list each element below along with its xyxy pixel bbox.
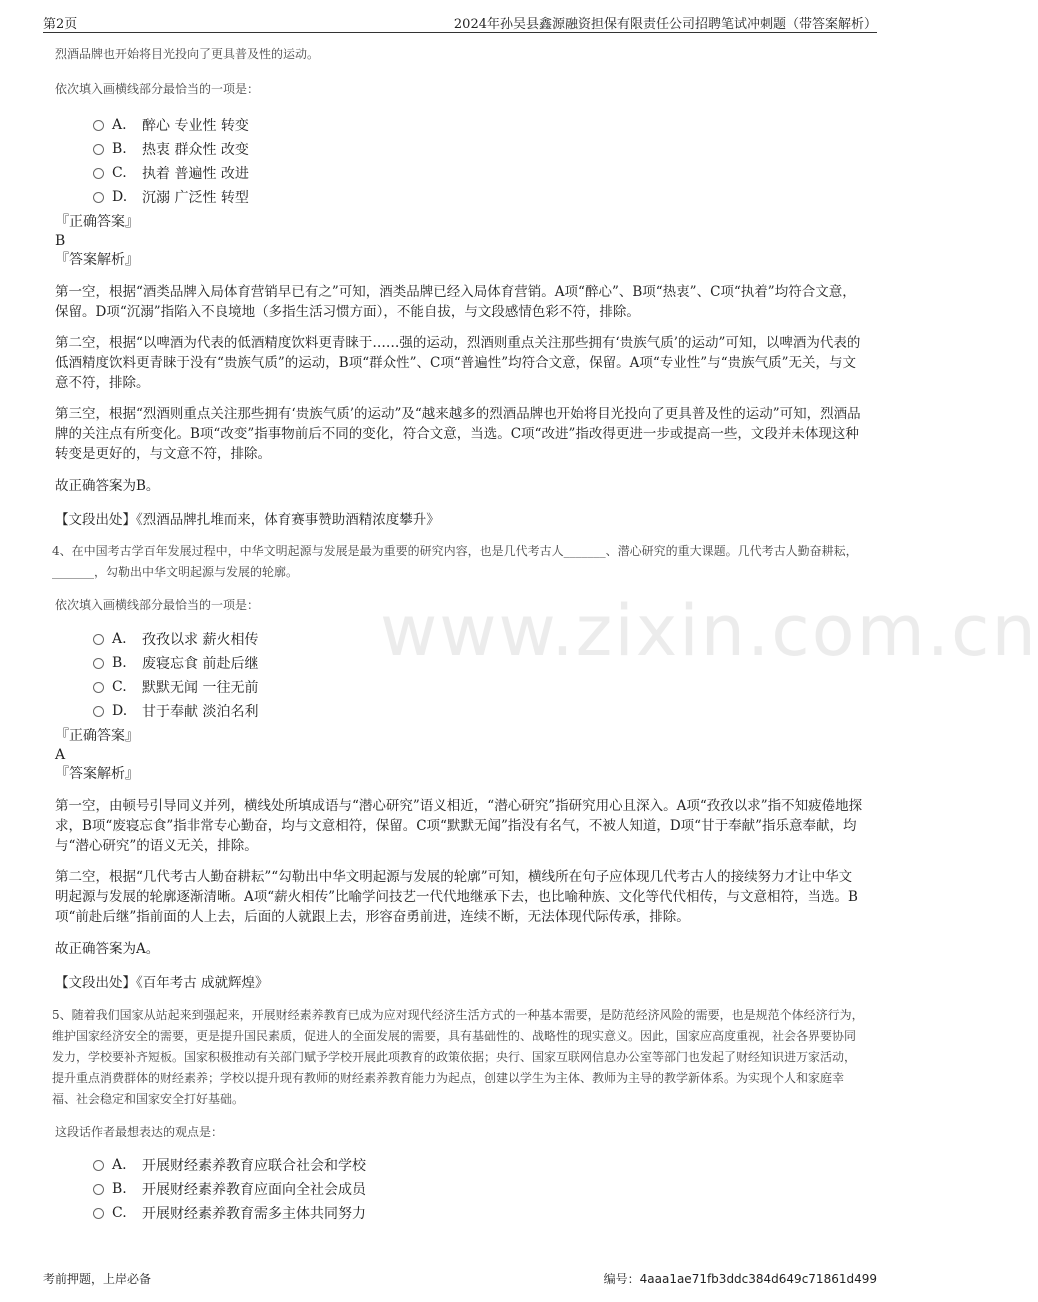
option-label: B. <box>112 1181 127 1197</box>
radio-icon[interactable] <box>93 1184 104 1195</box>
option-label: A. <box>112 1157 127 1173</box>
q3-correct-label: 『正确答案』 <box>55 214 139 230</box>
option-text: 废寝忘食 前赴后继 <box>142 656 259 672</box>
q4-analysis-2: 第二空，根据“几代考古人勤奋耕耘”“勾勒出中华文明起源与发展的轮廓”可知，横线所在句子应体现几代考古人的接续努力才让中华文明起源与发展的轮廓逐渐清晰。A项“薪火相传”比喻学问技艺一代代地继承下去，也比喻种族、文化等代代相传，与文意相符，当选。B项“前赴后继”指前面的人上去，后面的人就跟上去，形容奋勇前进，连续不断，无法体现代际传承，排除。 <box>55 869 858 925</box>
option-text: 沉溺 广泛性 转型 <box>142 190 249 206</box>
option-label: A. <box>112 117 127 133</box>
page-number: 第2页 <box>43 17 78 32</box>
option-text: 热衷 群众性 改变 <box>142 142 249 158</box>
q4-instruction: 依次填入画横线部分最恰当的一项是： <box>55 598 260 612</box>
q5-options <box>55 1153 865 1225</box>
option-text: 开展财经素养教育应联合社会和学校 <box>142 1158 366 1174</box>
q3-option-d[interactable] <box>55 185 865 209</box>
radio-icon[interactable] <box>93 144 104 155</box>
option-label: C. <box>112 679 127 695</box>
document-title: 2024年孙吴县鑫源融资担保有限责任公司招聘笔试冲刺题（带答案解析） <box>453 17 877 32</box>
radio-icon[interactable] <box>93 1160 104 1171</box>
q3-analysis-label: 『答案解析』 <box>55 252 139 268</box>
option-text: 孜孜以求 薪火相传 <box>142 632 259 648</box>
option-text: 开展财经素养教育应面向全社会成员 <box>142 1182 366 1198</box>
option-label: A. <box>112 631 127 647</box>
option-text: 甘于奉献 淡泊名利 <box>142 704 259 720</box>
footer-slogan: 考前押题，上岸必备 <box>43 1272 152 1286</box>
q3-analysis-2: 第二空，根据“以啤酒为代表的低酒精度饮料更青睐于……强的运动，烈酒则重点关注那些拥有‘贵族气质’的运动”可知，以啤酒为代表的低酒精度饮料更青睐于没有“贵族气质”的运动，B项“群众性”、C项“普遍性”均符合文意，保留。A项“专业性”与“贵族气质”无关，与文意不符，排除。 <box>55 335 861 391</box>
q5-option-c[interactable] <box>55 1201 865 1225</box>
q4-option-c[interactable] <box>55 675 865 699</box>
q4-analysis-1: 第一空，由顿号引导同义并列，横线处所填成语与“潜心研究”语义相近，“潜心研究”指研究用心且深入。A项“孜孜以求”指不知疲倦地探求，B项“废寝忘食”指非常专心勤奋，均与文意相符，保留。C项“默默无闻”指没有名气，不被人知道，D项“甘于奉献”指乐意奉献，均与“潜心研究”的语义无关，排除。 <box>55 798 863 854</box>
option-text: 醉心 专业性 转变 <box>142 118 249 134</box>
option-text: 开展财经素养教育需多主体共同努力 <box>142 1206 366 1222</box>
option-label: B. <box>112 655 127 671</box>
radio-icon[interactable] <box>93 120 104 131</box>
q3-options <box>55 113 865 209</box>
option-label: D. <box>112 189 128 205</box>
q3-analysis-1: 第一空，根据“酒类品牌入局体育营销早已有之”可知，酒类品牌已经入局体育营销。A项“醉心”、B项“热衷”、C项“执着”均符合文意，保留。D项“沉溺”指陷入不良境地（多指生活习惯方面），不能自拔，与文段感情色彩不符，排除。 <box>55 284 856 320</box>
document-id: 编号：4aaa1ae71fb3ddc384d649c71861d499 <box>603 1272 877 1286</box>
option-label: B. <box>112 141 127 157</box>
q3-conclusion: 故正确答案为B。 <box>55 478 160 494</box>
page-header <box>43 10 877 33</box>
q5-stem: 5、随着我们国家从站起来到强起来，开展财经素养教育已成为应对现代经济生活方式的一种基本需要，是防范经济风险的需要，也是规范个体经济行为，维护国家经济安全的需要，更是提升国民素质，促进人的全面发展的需要，具有基础性的、战略性的现实意义。因此，国家应高度重视，社会各界要协同发力，学校要补齐短板。国家积极推动有关部门赋予学校开展此项教育的政策依据；央行、国家互联网信息办公室等部门也发起了财经知识进万家活动，提升重点消费群体的财经素养；学校以提升现有教师的财经素养教育能力为起点，创建以学生为主体、教师为主导的教学新体系。为实现个人和家庭幸福、社会稳定和国家安全打好基础。 <box>52 1008 864 1106</box>
q4-option-d[interactable] <box>55 699 865 723</box>
q3-source: 【文段出处】《烈酒品牌扎堆而来，体育赛事赞助酒精浓度攀升》 <box>55 512 440 528</box>
radio-icon[interactable] <box>93 658 104 669</box>
q5-option-b[interactable] <box>55 1177 865 1201</box>
q3-tail: 烈酒品牌也开始将目光投向了更具普及性的运动。 <box>55 47 320 61</box>
q4-correct-label: 『正确答案』 <box>55 728 139 744</box>
q3-option-b[interactable] <box>55 137 865 161</box>
q4-source: 【文段出处】《百年考古 成就辉煌》 <box>55 975 269 991</box>
q3-analysis-3: 第三空，根据“烈酒则重点关注那些拥有‘贵族气质’的运动”及“越来越多的烈酒品牌也开始将目光投向了更具普及性的运动”可知，烈酒品牌的关注点有所变化。B项“改变”指事物前后不同的变化，符合文意，当选。C项“改进”指改得更进一步或提高一些，文段并未体现这种转变是更好的，与文意不符，排除。 <box>55 406 861 462</box>
option-label: C. <box>112 1205 127 1221</box>
radio-icon[interactable] <box>93 1208 104 1219</box>
q3-option-a[interactable] <box>55 113 865 137</box>
q4-conclusion: 故正确答案为A。 <box>55 941 160 957</box>
option-text: 执着 普遍性 改进 <box>142 166 249 182</box>
radio-icon[interactable] <box>93 706 104 717</box>
q3-instruction: 依次填入画横线部分最恰当的一项是： <box>55 82 260 96</box>
option-label: D. <box>112 703 128 719</box>
option-label: C. <box>112 165 127 181</box>
radio-icon[interactable] <box>93 634 104 645</box>
q4-analysis-label: 『答案解析』 <box>55 766 139 782</box>
radio-icon[interactable] <box>93 682 104 693</box>
watermark: www.zixin.com.cn <box>380 590 1038 672</box>
q4-option-b[interactable] <box>55 651 865 675</box>
radio-icon[interactable] <box>93 168 104 179</box>
q4-option-a[interactable] <box>55 627 865 651</box>
option-text: 默默无闻 一往无前 <box>142 680 259 696</box>
q4-stem: 4、在中国考古学百年发展过程中，中华文明起源与发展是最为重要的研究内容，也是几代考古人_______、潜心研究的重大课题。几代考古人勤奋耕耘，_______，勾勒出中华文明起源与发展的轮廓。 <box>52 544 858 579</box>
q3-option-c[interactable] <box>55 161 865 185</box>
q5-instruction: 这段话作者最想表达的观点是： <box>55 1125 224 1139</box>
radio-icon[interactable] <box>93 192 104 203</box>
document-body <box>52 40 865 1225</box>
q5-option-a[interactable] <box>55 1153 865 1177</box>
q3-answer: B <box>55 233 66 249</box>
q4-answer: A <box>55 747 66 763</box>
q4-options <box>55 627 865 723</box>
